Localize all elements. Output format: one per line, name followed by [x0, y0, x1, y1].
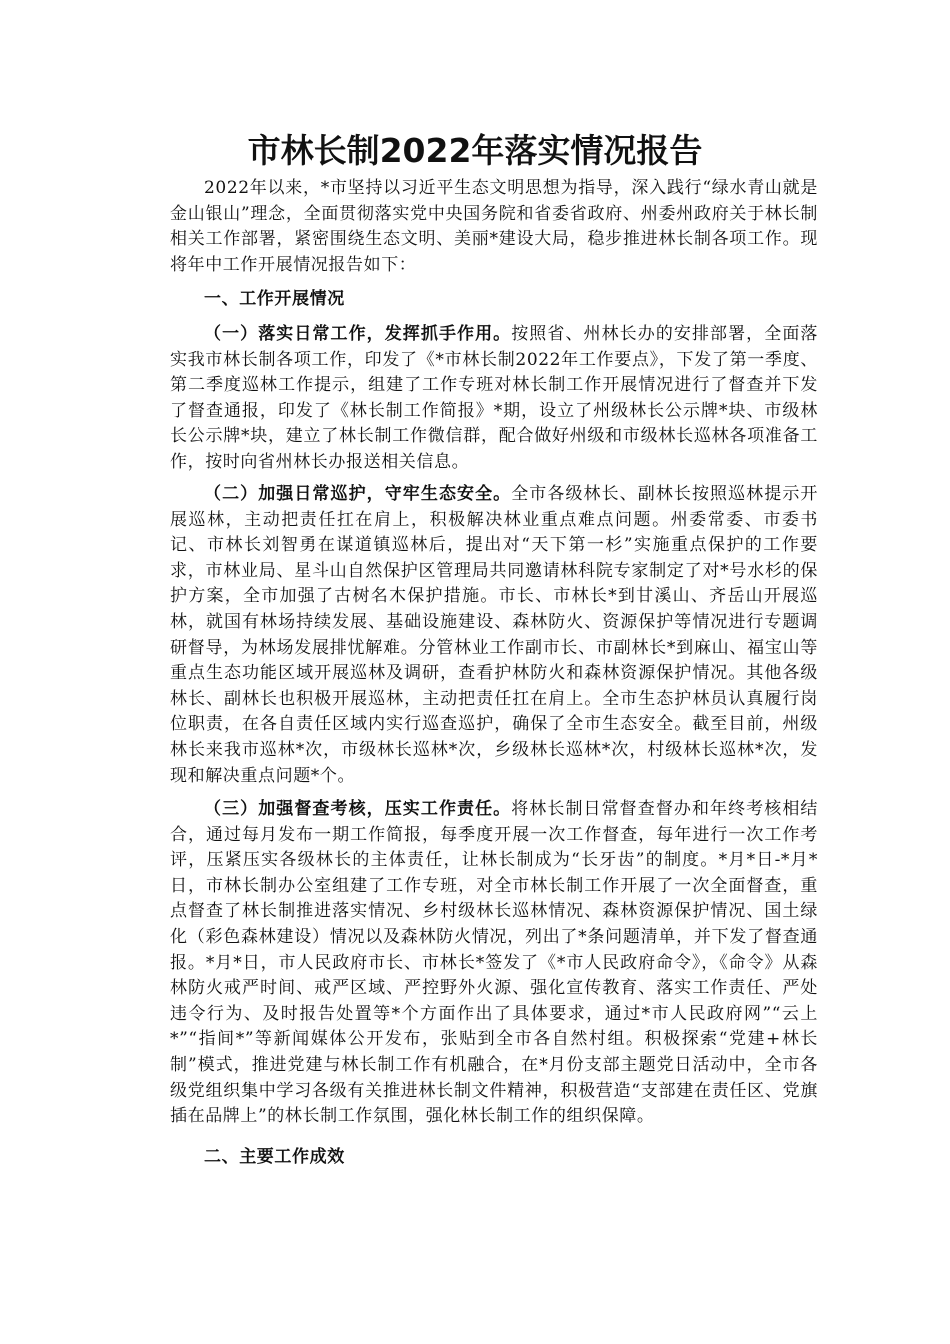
paragraph-3-lead: （三）加强督查考核，压实工作责任。	[204, 799, 512, 819]
paragraph-1-lead: （一）落实日常工作，发挥抓手作用。	[204, 324, 512, 344]
intro-paragraph: 2022年以来，*市坚持以习近平生态文明思想为指导，深入践行“绿水青山就是金山银山”理念，全面贯彻落实党中央国务院和省委省政府、州委州政府关于林长制相关工作部署，紧密围绕生态文明、美丽*建设大局，稳步推进林长制各项工作。现将年中工作开展情况报告如下：	[170, 178, 818, 275]
paragraph-2	[170, 482, 818, 789]
paragraph-1	[170, 322, 818, 476]
paragraph-3	[170, 797, 818, 1130]
section-heading-1: 一、工作开展情况	[204, 289, 345, 309]
paragraph-2-lead: （二）加强日常巡护，守牢生态安全。	[204, 484, 512, 504]
section-heading-2: 二、主要工作成效	[204, 1147, 345, 1167]
paragraph-1-text: 按照省、州林长办的安排部署，全面落实我市林长制各项工作，印发了《*市林长制2022年工作要点》，下发了第一季度、第二季度巡林工作提示，组建了工作专班对林长制工作开展情况进行了督查并下发了督查通报，印发了《林长制工作简报》*期，设立了州级林长公示牌*块、市级林长公示牌*块，建立了林长制工作微信群，配合做好州级和市级林长巡林各项准备工作，按时向省州林长办报送相关信息。	[170, 324, 818, 472]
document-title: 市林长制2022年落实情况报告	[247, 131, 703, 170]
paragraph-2-text: 全市各级林长、副林长按照巡林提示开展巡林，主动把责任扛在肩上，积极解决林业重点难点问题。州委常委、市委书记、市林长刘智勇在谋道镇巡林后，提出对“天下第一杉”实施重点保护的工作要求，市林业局、星斗山自然保护区管理局共同邀请林科院专家制定了对*号水杉的保护方案，全市加强了古树名木保护措施。市长、市林长*到甘溪山、齐岳山开展巡林，就国有林场持续发展、基础设施建设、森林防火、资源保护等情况进行专题调研督导，为林场发展排忧解难。分管林业工作副市长、市副林长*到麻山、福宝山等重点生态功能区域开展巡林及调研，查看护林防火和森林资源保护情况。其他各级林长、副林长也积极开展巡林，主动把责任扛在肩上。全市生态护林员认真履行岗位职责，在各自责任区域内实行巡查巡护，确保了全市生态安全。截至目前，州级林长来我市巡林*次，市级林长巡林*次，乡级林长巡林*次，村级林长巡林*次，发现和解决重点问题*个。	[170, 484, 818, 786]
paragraph-3-text: 将林长制日常督查督办和年终考核相结合，通过每月发布一期工作简报，每季度开展一次工作督查，每年进行一次工作考评，压紧压实各级林长的主体责任，让林长制成为“长牙齿”的制度。*月*日-*月*日，市林长制办公室组建了工作专班，对全市林长制工作开展了一次全面督查，重点督查了林长制推进落实情况、乡村级林长巡林情况、森林资源保护情况、国土绿化（彩色森林建设）情况以及森林防火情况，列出了*条问题清单，并下发了督查通报。*月*日，市人民政府市长、市林长*签发了《*市人民政府命令》，《命令》从森林防火戒严时间、戒严区域、严控野外火源、强化宣传教育、落实工作责任、严处违令行为、及时报告处置等*个方面作出了具体要求，通过*市人民政府网”“云上*”“指间*”等新闻媒体公开发布，张贴到全市各自然村组。积极探索“党建+林长制”模式，推进党建与林长制工作有机融合，在*月份支部主题党日活动中，全市各级党组织集中学习各级有关推进林长制文件精神，积极营造“支部建在责任区、党旗插在品牌上”的林长制工作氛围，强化林长制工作的组织保障。	[170, 799, 818, 1127]
